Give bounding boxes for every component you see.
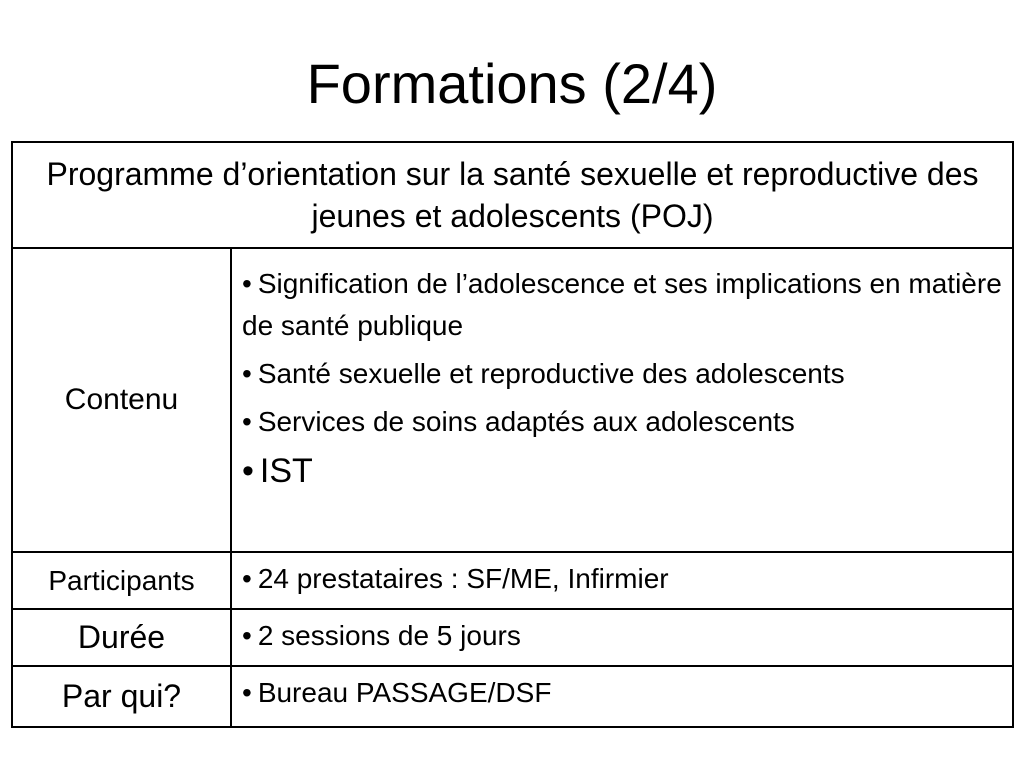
row-label-contenu: Contenu bbox=[13, 249, 232, 551]
bullet-icon: • bbox=[242, 358, 252, 389]
row-content-duree bbox=[232, 610, 1012, 665]
row-value: 2 sessions de 5 jours bbox=[257, 620, 521, 651]
bullet-icon: • bbox=[242, 563, 252, 594]
bullet-icon: • bbox=[242, 268, 252, 299]
row-value: 24 prestataires : SF/ME, Infirmier bbox=[257, 563, 669, 594]
bullet-icon: • bbox=[242, 677, 252, 708]
row-label-par-qui: Par qui? bbox=[13, 667, 232, 726]
row-content-participants bbox=[232, 553, 1012, 608]
row-content-par-qui bbox=[232, 667, 1012, 726]
contenu-list bbox=[242, 249, 1004, 493]
list-item-text: Signification de l’adolescence et ses implications en matière de santé publique bbox=[242, 268, 1002, 341]
table-row-par-qui bbox=[13, 665, 1012, 726]
training-table bbox=[11, 141, 1014, 728]
table-row-duree bbox=[13, 608, 1012, 665]
list-item bbox=[242, 263, 1004, 347]
table-row-contenu bbox=[13, 247, 1012, 551]
row-value: Bureau PASSAGE/DSF bbox=[257, 677, 552, 708]
table-header: Programme d’orientation sur la santé sexuelle et reproductive des jeunes et adolescents (POJ) bbox=[46, 156, 979, 234]
bullet-icon: • bbox=[242, 620, 252, 651]
list-item bbox=[242, 353, 1004, 395]
list-item bbox=[242, 401, 1004, 443]
list-item bbox=[242, 449, 1004, 493]
list-item-text: Services de soins adaptés aux adolescents bbox=[257, 406, 795, 437]
row-label-participants: Participants bbox=[13, 553, 232, 608]
list-item-text: IST bbox=[259, 452, 313, 490]
row-label-duree: Durée bbox=[13, 610, 232, 665]
table-row-participants bbox=[13, 551, 1012, 608]
bullet-icon: • bbox=[242, 452, 254, 490]
page-title: Formations (2/4) bbox=[306, 52, 718, 115]
bullet-icon: • bbox=[242, 406, 252, 437]
row-content-contenu bbox=[232, 249, 1012, 551]
list-item-text: Santé sexuelle et reproductive des adolescents bbox=[257, 358, 845, 389]
